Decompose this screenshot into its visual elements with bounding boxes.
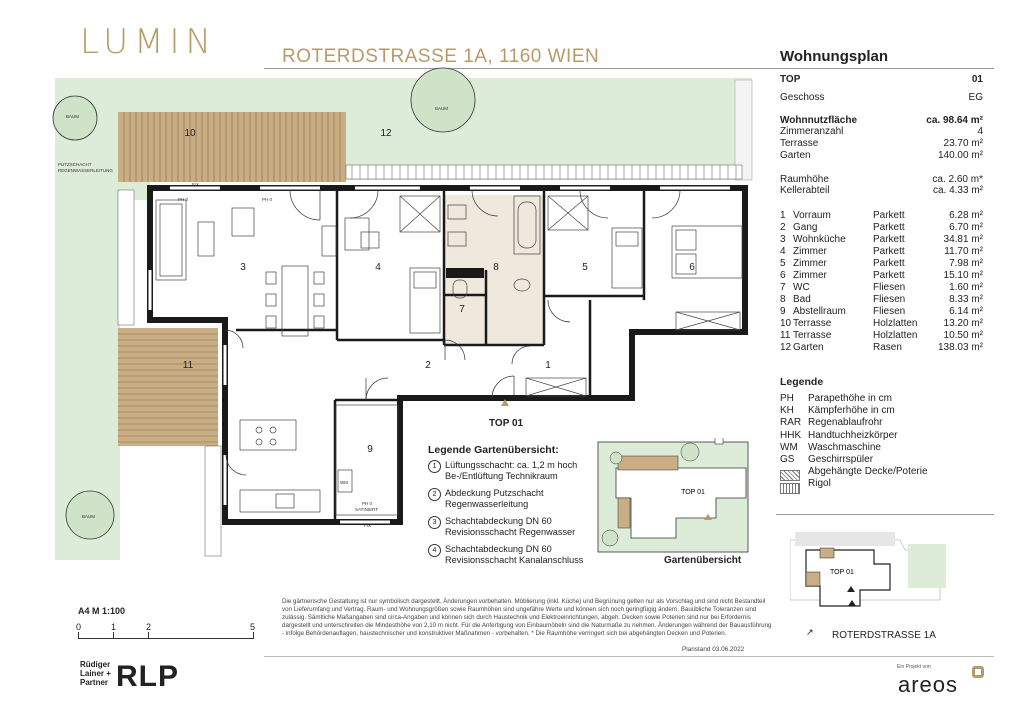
panel-title: Wohnungsplan: [780, 48, 889, 65]
info-row-geschoss: Geschoss EG: [780, 92, 983, 103]
ph-label: PH 0: [178, 197, 189, 202]
garden-legend-item: 4 Schachtabdeckung DN 60 Revisionsschacht Kanalanschluss: [428, 544, 583, 566]
satiniert-label: SATINIERT: [355, 507, 379, 512]
putz-label: PUTZSCHACHT: [58, 162, 92, 167]
room-num-10: 10: [184, 128, 196, 139]
room-row: 1 Vorraum Parkett 6.28 m²: [780, 210, 983, 221]
legend-item: RAR Regenablaufrohr: [780, 417, 883, 429]
hatch-swatch-icon: [780, 470, 800, 481]
room-num-7: 7: [459, 304, 465, 315]
tree-icon: [411, 68, 475, 132]
project-of-label: Ein Projekt von: [897, 664, 931, 670]
legend-title: Legende: [780, 376, 824, 388]
rlp-logo-small: Rüdiger Lainer + Partner: [80, 660, 111, 687]
info-row-terrasse: Terrasse 23.70 m²: [780, 138, 983, 149]
room-row: 8 Bad Fliesen 8.33 m²: [780, 294, 983, 305]
top-entry-label: TOP 01: [489, 418, 524, 429]
scale-tick: 0: [76, 622, 82, 632]
legend-item: GS Geschirrspüler: [780, 454, 874, 465]
legend-item: Rigol: [808, 478, 831, 490]
svg-text:TOP 01: TOP 01: [830, 569, 854, 576]
room-row: 12 Garten Rasen 138.03 m²: [780, 342, 983, 353]
room-row: 3 Wohnküche Parkett 34.81 m²: [780, 234, 983, 245]
garden-overview-map: [596, 438, 756, 558]
ph-label: PH 0: [362, 501, 373, 506]
scale-bar: [78, 638, 254, 639]
room-num-8: 8: [493, 262, 499, 273]
room-row: 7 WC Fliesen 1.60 m²: [780, 282, 983, 293]
legend-item: Abgehängte Decke/Poterie: [808, 466, 928, 478]
garden-overview-label: Gartenübersicht: [664, 555, 742, 566]
rigol-swatch-icon: [780, 483, 800, 494]
room-num-2: 2: [425, 360, 431, 371]
garden-legend-item: 1 Lüftungsschacht: ca. 1,2 m hoch Be-/Entlüftung Technikraum: [428, 460, 577, 482]
info-row-garten: Garten 140.00 m²: [780, 150, 983, 161]
garden-legend-item: 2 Abdeckung Putzschacht Regenwasserleitung: [428, 488, 544, 510]
scale-label: A4 M 1:100: [78, 606, 126, 616]
scale-tick: 2: [146, 622, 152, 632]
fix-label: FIX: [192, 182, 200, 187]
scale-tick: 1: [111, 622, 117, 632]
areos-mark-icon: [972, 666, 984, 678]
room-row: 6 Zimmer Parkett 15.10 m²: [780, 270, 983, 281]
room-num-12: 12: [380, 128, 392, 139]
room-num-4: 4: [375, 262, 381, 273]
room-row: 11 Terrasse Holzlatten 10.50 m²: [780, 330, 983, 341]
tree-label: BAUM: [435, 106, 449, 111]
room-row: 10 Terrasse Holzlatten 13.20 m²: [780, 318, 983, 329]
rlp-logo: RLP: [116, 660, 179, 693]
room-num-9: 9: [367, 444, 373, 455]
putz-label: REGENWASSERLEITUNG: [58, 168, 113, 173]
legend-item: WM Waschmaschine: [780, 441, 881, 453]
tree-label: BAUM: [82, 514, 96, 519]
room-num-6: 6: [689, 262, 695, 273]
scale-tick: 5: [250, 622, 256, 632]
wm-label: WM: [340, 480, 348, 485]
room-row: 4 Zimmer Parkett 11.70 m²: [780, 246, 983, 257]
info-row-kellerabteil: Kellerabteil ca. 4.33 m²: [780, 185, 983, 196]
info-row-top: TOP 01: [780, 74, 983, 85]
ph-label: PH 0: [262, 197, 273, 202]
legend-item: HHK Handtuchheizkörper: [780, 429, 898, 441]
legend-item: PH Parapethöhe in cm: [780, 393, 892, 404]
room-num-5: 5: [582, 262, 588, 273]
garden-legend-item: 3 Schachtabdeckung DN 60 Revisionsschacht Regenwasser: [428, 516, 575, 538]
info-row-zimmeranzahl: Zimmeranzahl 4: [780, 126, 983, 137]
room-row: 5 Zimmer Parkett 7.98 m²: [780, 258, 983, 269]
room-row: 9 Abstellraum Fliesen 6.14 m²: [780, 306, 983, 317]
panel-divider: [776, 514, 994, 515]
street-label: ROTERDSTRASSE 1A: [832, 630, 936, 641]
garden-legend-title: Legende Gartenübersicht:: [428, 444, 559, 456]
info-row-raumhoehe: Raumhöhe ca. 2.60 m*: [780, 174, 983, 185]
footer-divider: [264, 656, 994, 657]
areos-logo: areos: [898, 672, 959, 697]
room-row: 2 Gang Parkett 6.70 m²: [780, 222, 983, 233]
room-num-3: 3: [240, 262, 246, 273]
site-plan: [790, 530, 990, 620]
svg-text:TOP 01: TOP 01: [681, 489, 705, 496]
lumin-logo: LUMIN: [80, 22, 217, 62]
address-heading: ROTERDSTRASSE 1A, 1160 WIEN: [282, 46, 600, 67]
tree-label: BAUM: [66, 114, 80, 119]
room-num-1: 1: [545, 360, 551, 371]
disclaimer-text: Die gärtnerische Gestaltung ist nur symbolisch dargestellt. Änderungen vorbehalten. Möblierung (inkl. Küche) und Begrünung gelten nur als Vorschlag und sind nicht Bestandteil von Lieferumfang und Vertrag. Raum- und Wohnungsgrößen sowie Raumhöhen sind ungefähre Werte und können sich noch geringfügig ändern. Bauübliche Toleranzen sind zulässig. Sämtliche Maßangaben sind circa-Angaben und können sich durch Haustechnik und Elektroeinrichtungen, abgeh. Decken sowie Poterien sind nur bei Erfordernis dargestellt und unterschreiten die Mindesthöhe von 2,10 m nicht. Für die Anfertigung von Einbaumöbeln sind die Naturmaße zu nehmen. Änderungen während der Bauausführung - infolge Behördenauflagen, haustechnischer und konstruktiver Maßnahmen - vorbehalten. * Die Raumhöhe verringert sich bei abgehängten Decken und Poterien.: [282, 598, 772, 637]
planstand-date: Planstand 03.06.2022: [682, 646, 745, 653]
fix-label: FIX: [364, 523, 372, 528]
room-num-11: 11: [182, 360, 194, 371]
legend-item: KH Kämpferhöhe in cm: [780, 405, 895, 417]
info-row-wohnnutzflaeche: Wohnnutzfläche ca. 98.64 m²: [780, 115, 983, 126]
north-arrow-icon: ↗: [806, 628, 814, 638]
